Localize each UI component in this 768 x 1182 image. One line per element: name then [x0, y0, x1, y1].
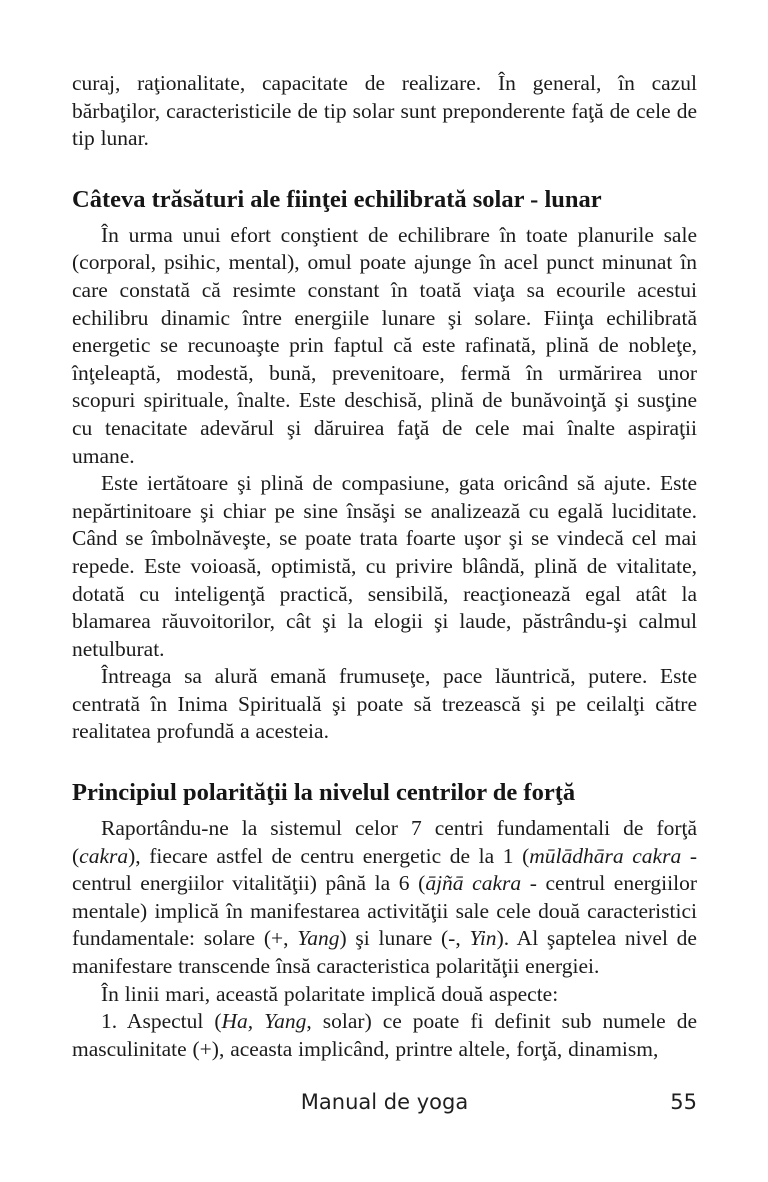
paragraph: Întreaga sa alură emană frumuseţe, pace lăuntrică, putere. Este centrată în Inima Spirituală şi poate să trezească şi pe ceilalţi către realitatea profundă a acesteia. — [72, 664, 697, 744]
paragraph: În urma unui efort conştient de echilibrare în toate planurile sale (corporal, psihic, mental), omul poate ajunge în acel punct minunat în care constată că resimte constant în toată viaţa sa ecourile acestui echilibru dinamic între energiile lunare şi solare. Fiinţa echilibrată energetic se recunoaşte prin faptul că este rafinată, plină de nobleţe, înţeleaptă, modestă, bună, prevenitoare, fermă în urmărirea unor scopuri spirituale, înalte. Este deschisă, plină de bunăvoinţă şi susţine cu tenacitate adevărul şi dăruirea faţă de cele mai înalte aspiraţii umane. — [72, 222, 697, 468]
italic-term: Yin — [469, 926, 497, 951]
paragraph: Raportându-ne la sistemul celor 7 centri fundamentali de forţă (cakra), fiecare astfel de centru energetic de la 1 (mūlādhāra cakra - centrul energiilor vitalităţii) până la 6 (ājñā cakra - centrul energiilor mentale) implică în manifestarea activităţii sale cele două caracteristici fundamentale: solare (+, Yang) şi lunare (-, Yin). Al şaptelea nivel de manifestare transcende însă caracteristica polarităţii energiei. — [72, 816, 697, 979]
footer-page-number: 55 — [670, 1090, 697, 1114]
italic-term: mūlādhāra cakra — [529, 843, 682, 868]
page-footer — [72, 1090, 697, 1120]
italic-term: cakra — [79, 843, 129, 868]
italic-term: ājñā cakra — [425, 871, 522, 896]
paragraph: 1. Aspectul (Ha, Yang, solar) ce poate fi definit sub numele de masculinitate (+), aceasta implicând, printre altele, forţă, dinamism, — [72, 1009, 698, 1061]
footer-book-title: Manual de yoga — [300, 1090, 469, 1114]
paragraph: curaj, raţionalitate, capacitate de realizare. În general, în cazul bărbaţilor, caracteristicile de tip solar sunt preponderente faţă de cele de tip lunar. — [72, 71, 697, 151]
section-heading: Câteva trăsături ale fiinţei echilibrată solar - lunar — [72, 185, 602, 213]
paragraph: În linii mari, această polaritate implică două aspecte: — [101, 981, 559, 1006]
section-heading: Principiul polarităţii la nivelul centrilor de forţă — [72, 779, 576, 807]
page-body — [72, 70, 697, 1063]
italic-term: Yang — [297, 926, 340, 951]
italic-term: Ha, Yang — [221, 1009, 307, 1034]
paragraph: Este iertătoare şi plină de compasiune, gata oricând să ajute. Este nepărtinitoare şi chiar pe sine însăşi se analizează cu egală luciditate. Când se îmbolnăveşte, se poate trata foarte uşor şi se vindecă cel mai repede. Este voioasă, optimistă, cu privire blândă, plină de vitalitate, dotată cu inteligenţă practică, sensibilă, reacţionează egal atât la blamarea răuvoitorilor, cât şi la elogii şi laude, păstrându-şi calmul netulburat. — [72, 471, 697, 661]
